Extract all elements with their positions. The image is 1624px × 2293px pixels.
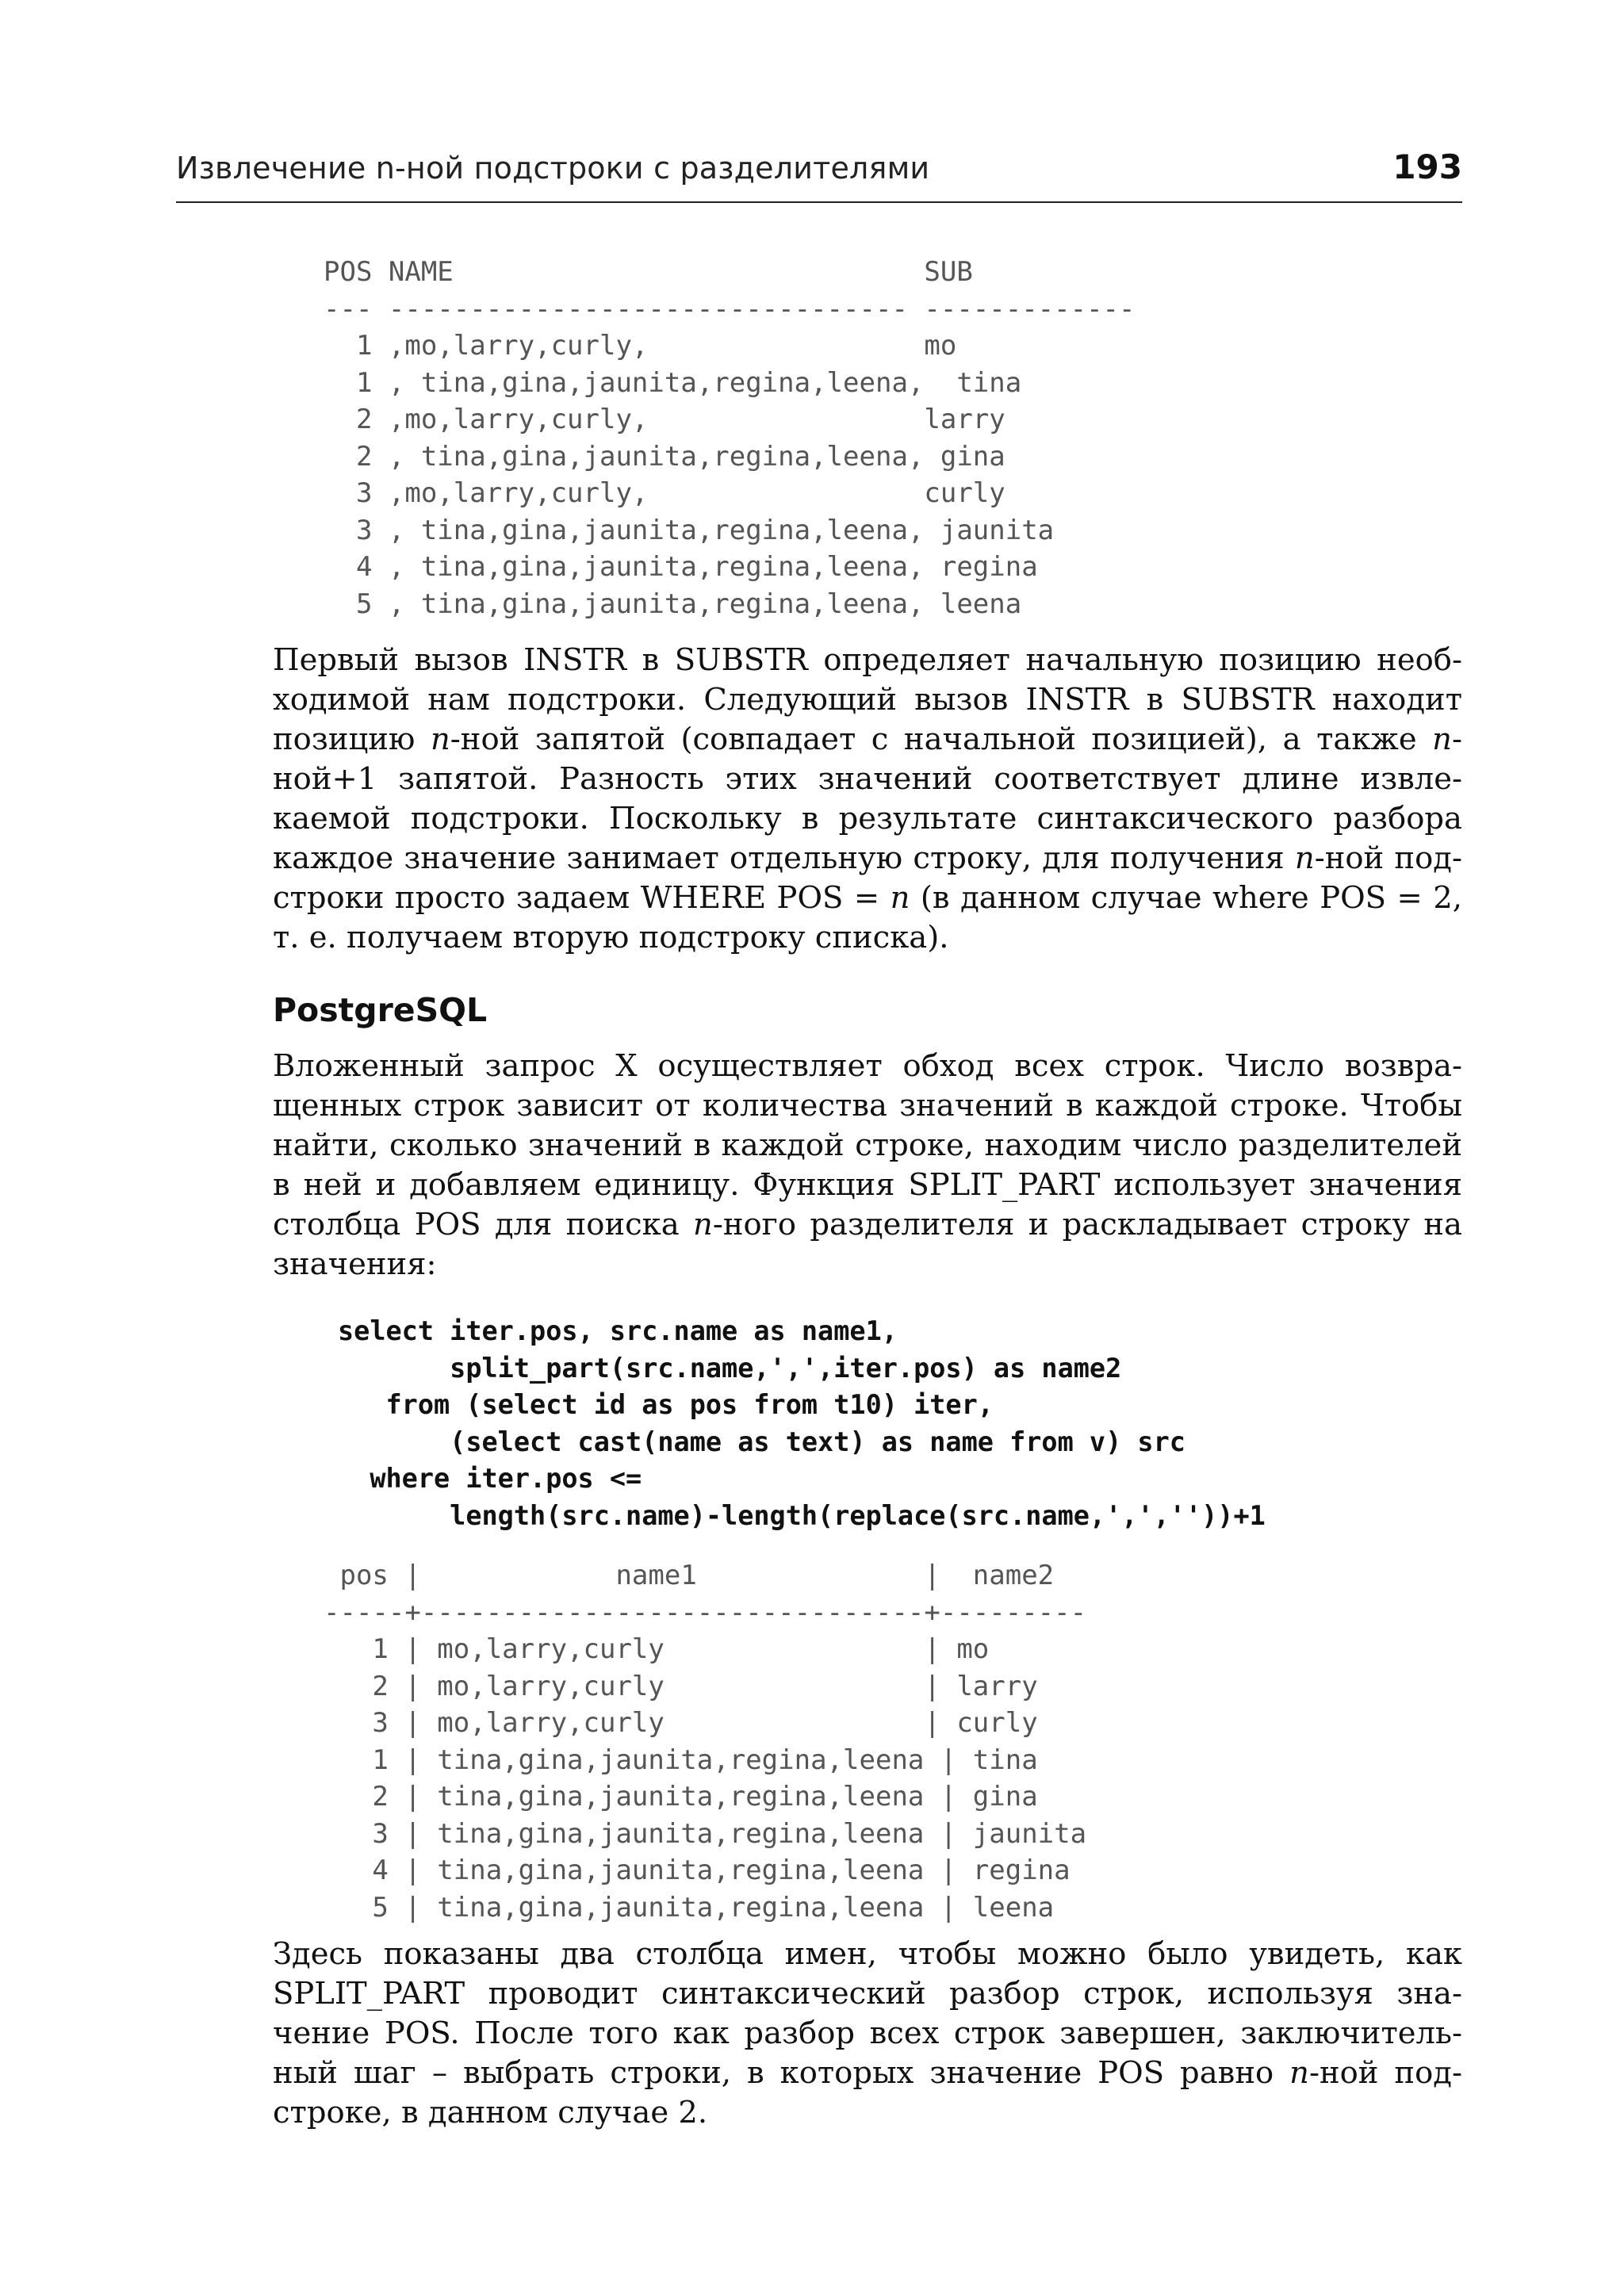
body-paragraph-postgresql: Вложенный запрос X осуществляет обход всех строк. Число возвращенных строк зависит от количества значений в каждой строке. Чтобы найти, сколько значений в каждой строке, находим число разделителей в ней и добавляем единицу. Функция SPLIT_PART использует значения столбца POS для поиска n-ного разделителя и раскладывает строку на значения: (273, 1048, 1462, 1282)
running-header-title: Извлечение n-ной подстроки с разделителями (176, 151, 930, 186)
query-output-oracle: POS NAME SUB --- -------------------------------- ------------- 1 ,mo,larry,curly, mo 1 , tina,gina,jaunita,regina,leena, tina 2 ,mo,larry,curly, larry 2 , tina,gina,jaunita,regina,leena, gina 3 ,mo,larry,curly, curly 3 , tina,gina,jaunita,regina,leena, jaunita 4 , tina,gina,jaunita,regina,leena, regina 5 , tina,gina,jaunita,regina,leena, leena (324, 256, 1136, 620)
italic-variable: n (431, 722, 450, 757)
section-heading-postgresql: PostgreSQL (273, 991, 488, 1029)
body-paragraph-instr: Первый вызов INSTR в SUBSTR определяет начальную позицию необходимой нам подстроки. Следующий вызов INSTR в SUBSTR находит позицию n-ной запятой (совпадает с начальной позицией), а также n-ной+1 запятой. Разность этих значений соответствует длине извлекаемой подстроки. Поскольку в результате синтаксического разбора каждое значение занимает отдельную строку, для получения n-ной подстроки просто задаем WHERE POS = n (в данном случае where POS = 2, т. е. получаем вторую подстроку списка). (273, 642, 1462, 955)
italic-variable: n (1294, 840, 1315, 876)
query-output-postgresql: pos | name1 | name2 -----+-------------------------------+--------- 1 | mo,larry,curly | mo 2 | mo,larry,curly | larry 3 | mo,larry,curly | curly 1 | tina,gina,jaunita,regina,leena | tina 2 | tina,gina,jaunita,regina,leena | gina 3 | tina,gina,jaunita,regina,leena | jaunita 4 | tina,gina,jaunita,regina,leena | regina 5 | tina,gina,jaunita,regina,leena | leena (324, 1560, 1087, 1924)
running-header (176, 147, 1462, 203)
italic-variable: n (693, 1207, 713, 1242)
sql-code-block: select iter.pos, src.name as name1, split_part(src.name,',',iter.pos) as name2 from (select id as pos from t10) iter, (select cast(name as text) as name from v) src where iter.pos <= length(src.name)-length(replace(src.name,',',''))+1 (338, 1315, 1266, 1531)
italic-variable: n (1289, 2055, 1309, 2091)
page-number: 193 (1392, 147, 1462, 186)
italic-variable: n (890, 880, 910, 916)
body-paragraph-split-part: Здесь показаны два столбца имен, чтобы можно было увидеть, как SPLIT_PART проводит синтаксический разбор строк, используя значение POS. После того как разбор всех строк завершен, заключительный шаг – выбрать строки, в которых значение POS равно n-ной подстроке, в данном случае 2. (273, 1936, 1462, 2130)
italic-variable: n (1432, 722, 1452, 757)
